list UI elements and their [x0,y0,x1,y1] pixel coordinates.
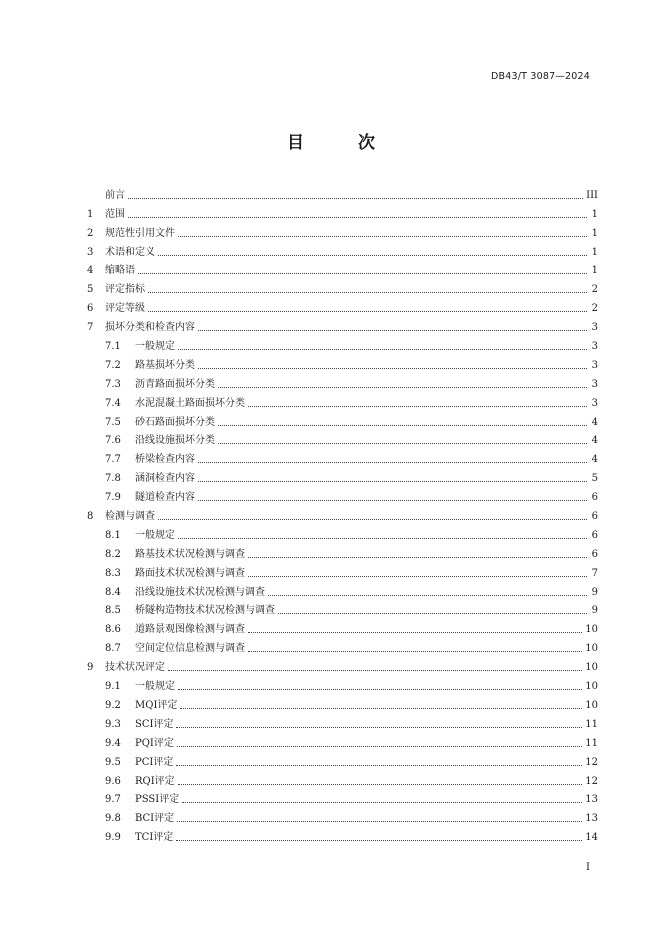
toc-entry[interactable] [87,769,598,788]
toc-entry[interactable] [87,636,598,655]
toc-entry-number: 7.4 [105,397,121,409]
toc-entry-page: 1 [591,208,598,220]
toc-entry-number: 3 [87,246,94,258]
toc-entry[interactable] [87,334,598,353]
toc-entry-page: 4 [591,416,598,428]
toc-entry-page: 3 [591,341,598,353]
toc-entry-label: 沥青路面损坏分类 [135,378,215,390]
toc-entry-page: 11 [585,737,598,749]
toc-entry[interactable] [87,750,598,769]
toc-entry-number: 9 [87,662,94,674]
toc-entry-label: 沿线设施损坏分类 [135,435,215,447]
toc-dot-leader [158,254,587,256]
toc-entry-page: 10 [585,699,598,711]
toc-entry-page: 10 [585,681,598,693]
toc-entry-page: 11 [585,718,598,730]
toc-entry-label: MQI评定 [135,699,178,711]
toc-entry[interactable] [87,542,598,561]
toc-entry-page: III [586,189,598,201]
toc-entry-page: 13 [585,813,598,825]
toc-dot-leader [176,764,582,766]
toc-dot-leader [176,839,582,841]
toc-entry-number: 9.9 [105,832,121,844]
toc-entry-number: 7.1 [105,341,121,353]
toc-entry-number: 9.8 [105,813,121,825]
toc-dot-leader [218,442,587,444]
toc-dot-leader [248,575,587,577]
toc-entry-page: 1 [591,227,598,239]
toc-entry-label: PQI评定 [135,737,174,749]
toc-entry-page: 5 [591,473,598,485]
toc-entry-label: TCI评定 [135,832,174,844]
toc-entry-label: 空间定位信息检测与调查 [135,643,245,655]
toc-entry-number: 8 [87,511,94,523]
toc-entry[interactable] [87,259,598,278]
toc-entry[interactable] [87,731,598,750]
toc-entry-number: 9.2 [105,699,121,711]
toc-entry-page: 4 [591,435,598,447]
toc-entry-number: 9.4 [105,737,121,749]
toc-entry-page: 4 [591,454,598,466]
toc-entry[interactable] [87,561,598,580]
toc-entry[interactable] [87,183,598,202]
toc-entry[interactable] [87,617,598,636]
toc-entry[interactable] [87,391,598,410]
toc-dot-leader [178,348,587,350]
toc-entry-label: 技术状况评定 [105,662,165,674]
toc-entry-number: 8.6 [105,624,121,636]
toc-entry-page: 12 [585,775,598,787]
toc-entry-number: 7.9 [105,492,121,504]
toc-dot-leader [178,688,582,690]
toc-entry-label: 前言 [105,189,125,201]
toc-entry-label: 范围 [105,208,125,220]
toc-entry[interactable] [87,712,598,731]
toc-dot-leader [178,235,587,237]
toc-entry-label: 桥隧构造物技术状况检测与调查 [135,605,275,617]
toc-entry-number: 7.8 [105,473,121,485]
toc-dot-leader [218,424,587,426]
toc-entry-label: 道路景观图像检测与调查 [135,624,245,636]
toc-entry-page: 9 [591,605,598,617]
toc-entry-label: 缩略语 [105,265,135,277]
toc-entry-number: 8.7 [105,643,121,655]
toc-entry[interactable] [87,202,598,221]
toc-entry-label: 规范性引用文件 [105,227,175,239]
toc-dot-leader [178,537,587,539]
toc-entry-page: 9 [591,586,598,598]
toc-entry-page: 2 [591,303,598,315]
toc-entry[interactable] [87,466,598,485]
toc-entry-label: 路面技术状况检测与调查 [135,567,245,579]
toc-entry-label: 沿线设施技术状况检测与调查 [135,586,265,598]
toc-entry[interactable] [87,240,598,259]
toc-dot-leader [268,594,587,596]
toc-entry-number: 7 [87,322,94,334]
toc-entry-number: 8.5 [105,605,121,617]
toc-entry-label: PSSI评定 [135,794,180,806]
toc-entry-page: 3 [591,397,598,409]
page-title: 目 次 [287,133,399,153]
toc-entry-number: 7.7 [105,454,121,466]
toc-entry-label: 一般规定 [135,529,175,541]
toc-entry-number: 7.2 [105,359,121,371]
toc-dot-leader [128,197,583,199]
toc-entry[interactable] [87,410,598,429]
toc-entry-label: 评定等级 [105,303,145,315]
toc-dot-leader [168,669,582,671]
toc-entry-number: 9.1 [105,681,121,693]
toc-dot-leader [182,801,582,803]
toc-entry-page: 6 [591,529,598,541]
page-number: I [586,862,590,873]
toc-entry[interactable] [87,485,598,504]
toc-dot-leader [278,612,587,614]
toc-dot-leader [177,820,582,822]
toc-entry-page: 6 [591,511,598,523]
toc-entry-number: 8.4 [105,586,121,598]
toc-entry-page: 10 [585,643,598,655]
toc-dot-leader [178,783,583,785]
toc-entry-number: 7.3 [105,378,121,390]
toc-entry-label: 路基损坏分类 [135,359,195,371]
toc-dot-leader [198,461,587,463]
toc-entry-label: 桥梁检查内容 [135,454,195,466]
toc-entry-label: 一般规定 [135,681,175,693]
toc-entry-page: 14 [585,832,598,844]
toc-entry-number: 6 [87,303,94,315]
toc-entry-number: 4 [87,265,94,277]
toc-entry-label: RQI评定 [135,775,175,787]
toc-entry-page: 3 [591,378,598,390]
toc-entry-label: 隧道检查内容 [135,492,195,504]
document-code: DB43/T 3087—2024 [491,71,590,82]
toc-entry-label: 砂石路面损坏分类 [135,416,215,428]
toc-entry-number: 9.6 [105,775,121,787]
toc-entry-number: 9.5 [105,756,121,768]
toc-entry-label: 路基技术状况检测与调查 [135,548,245,560]
toc-entry-number: 1 [87,208,94,220]
toc-dot-leader [176,726,582,728]
toc-entry-page: 2 [591,284,598,296]
toc-dot-leader [218,386,587,388]
toc-entry-page: 3 [591,359,598,371]
toc-entry-label: 损坏分类和检查内容 [105,322,195,334]
toc-entry-label: PCI评定 [135,756,174,768]
toc-entry[interactable] [87,825,598,844]
toc-entry-page: 10 [585,662,598,674]
toc-entry[interactable] [87,315,598,334]
toc-entry-label: 评定指标 [105,284,145,296]
toc-entry[interactable] [87,504,598,523]
toc-entry[interactable] [87,447,598,466]
toc-dot-leader [248,631,582,633]
toc-dot-leader [138,272,587,274]
toc-entry[interactable] [87,693,598,712]
toc-entry-label: 检测与调查 [105,511,155,523]
toc-dot-leader [248,405,587,407]
toc-entry-number: 8.1 [105,529,121,541]
toc-entry[interactable] [87,655,598,674]
toc-dot-leader [148,310,587,312]
toc-entry[interactable] [87,296,598,315]
toc-dot-leader [180,707,582,709]
toc-dot-leader [148,291,587,293]
toc-entry-label: SCI评定 [135,718,174,730]
toc-entry-page: 12 [585,756,598,768]
toc-entry[interactable] [87,372,598,391]
toc-entry-number: 7.6 [105,435,121,447]
toc-entry[interactable] [87,580,598,599]
toc-dot-leader [158,518,587,520]
toc-entry-page: 6 [591,492,598,504]
toc-entry[interactable] [87,523,598,542]
toc-entry[interactable] [87,806,598,825]
toc-entry-label: 水泥混凝土路面损坏分类 [135,397,245,409]
toc-entry-number: 5 [87,284,94,296]
toc-entry-label: 涵洞检查内容 [135,473,195,485]
toc-entry[interactable] [87,277,598,296]
toc-dot-leader [177,745,582,747]
toc-entry-page: 10 [585,624,598,636]
toc-entry-label: 一般规定 [135,341,175,353]
toc-entry-number: 2 [87,227,94,239]
toc-entry[interactable] [87,221,598,240]
table-of-contents [87,183,598,844]
toc-entry-page: 1 [591,265,598,277]
toc-entry-number: 7.5 [105,416,121,428]
toc-dot-leader [198,499,587,501]
toc-entry-page: 6 [591,548,598,560]
toc-entry-number: 9.3 [105,718,121,730]
toc-entry-page: 3 [591,322,598,334]
toc-dot-leader [198,480,587,482]
toc-entry-page: 13 [585,794,598,806]
toc-entry[interactable] [87,599,598,618]
toc-entry-number: 8.3 [105,567,121,579]
toc-entry-label: 术语和定义 [105,246,155,258]
toc-entry-page: 7 [591,567,598,579]
toc-entry[interactable] [87,788,598,807]
toc-dot-leader [248,556,587,558]
toc-entry-number: 9.7 [105,794,121,806]
toc-entry-page: 1 [591,246,598,258]
toc-entry-label: BCI评定 [135,813,175,825]
toc-dot-leader [248,650,582,652]
toc-dot-leader [198,367,587,369]
toc-entry[interactable] [87,353,598,372]
toc-dot-leader [128,216,587,218]
toc-entry[interactable] [87,429,598,448]
toc-entry-number: 8.2 [105,548,121,560]
toc-dot-leader [198,329,587,331]
toc-entry[interactable] [87,674,598,693]
